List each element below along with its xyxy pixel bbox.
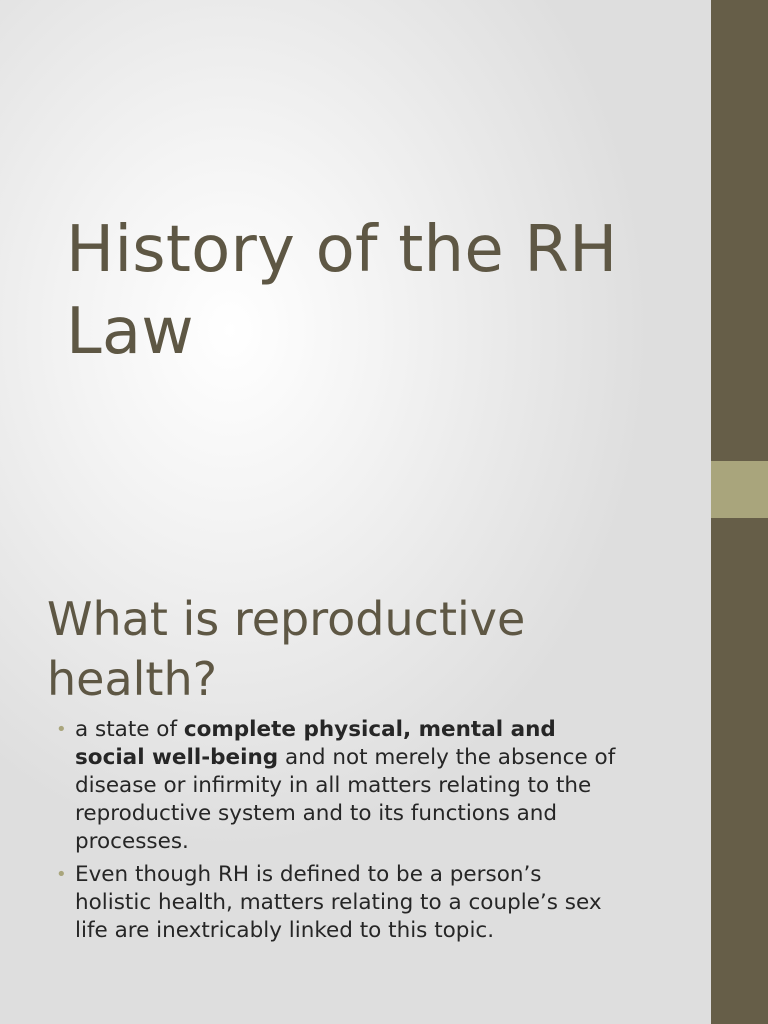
side-bar-accent (711, 461, 768, 518)
bullet-text-line (75, 744, 676, 772)
bullet-text-line: holistic health, matters relating to a couple’s sex (75, 890, 602, 915)
bullet-list (56, 716, 676, 950)
bullet-bold-segment: complete physical, mental and (183, 717, 556, 742)
bullet-icon: • (56, 864, 67, 885)
bullet-text-line: disease or infirmity in all matters relating to the (75, 773, 592, 798)
bullet-item-definition (56, 716, 676, 856)
bullet-icon: • (56, 719, 67, 740)
bullet-text-line: life are inextricably linked to this topic. (75, 918, 495, 943)
section-heading-line-1: What is reproductive (47, 592, 526, 646)
bullet-bold-segment: social well-being (75, 745, 279, 770)
bullet-text-line: reproductive system and to its functions and (75, 801, 558, 826)
bullet-text-segment: a state of (75, 717, 184, 742)
slide-title-line-1: History of the RH (66, 213, 618, 287)
bullet-text-line: Even though RH is defined to be a person’s (75, 862, 542, 887)
bullet-text-segment: and not merely the absence of (278, 745, 616, 770)
section-heading-line-2: health? (47, 652, 218, 706)
bullet-text-line (75, 716, 676, 744)
bullet-text-line: processes. (75, 829, 189, 854)
bullet-item-holistic (56, 861, 676, 945)
slide-title-line-2: Law (66, 295, 194, 369)
